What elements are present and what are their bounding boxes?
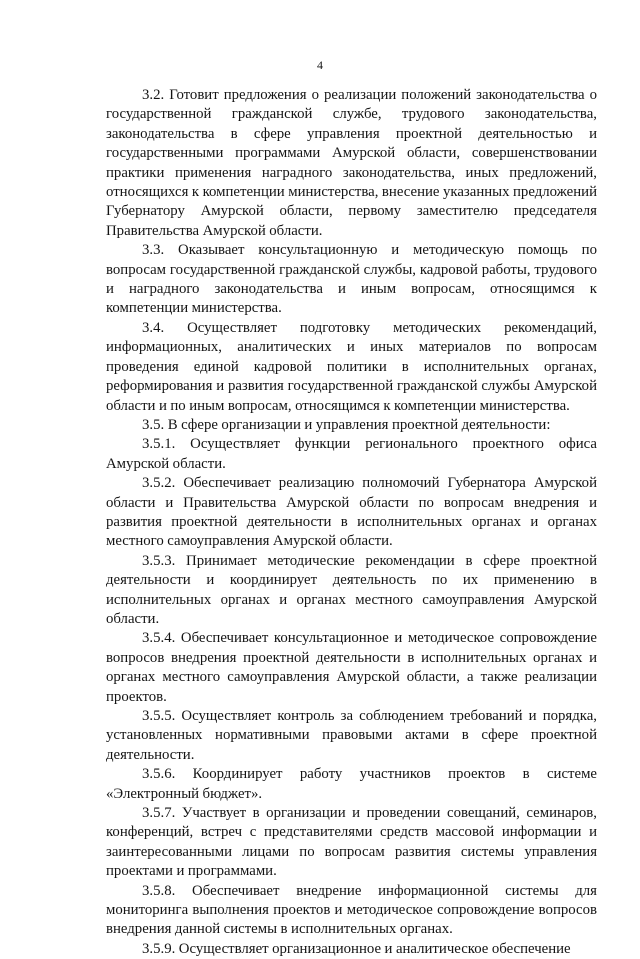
page-number: 4 [317,58,323,72]
paragraph-3-2: 3.2. Готовит предложения о реализации положений законодательства о государственной гражданской службе, трудового законодательства, законодательства в сфере управления проектной деятельностью и государственными программами Амурской области, совершенствовании практики применения наградного законодательства, иных предложений, относящихся к компетенции министерства, внесение указанных предложений Губернатору Амурской области, первому заместителю председателя Правительства Амурской области. [106,87,597,239]
paragraph-3-4: 3.4. Осуществляет подготовку методических рекомендаций, информационных, аналитических и иных материалов по вопросам проведения единой кадровой политики в исполнительных органах, реформирования и развития государственной гражданской службы Амурской области и по иным вопросам, относящимся к компетенции министерства. [106,319,597,414]
paragraph-3-5-2: 3.5.2. Обеспечивает реализацию полномочий Губернатора Амурской области и Правительства Амурской области по вопросам внедрения и развития проектной деятельности в исполнительных органах и органах местного самоуправления Амурской области. [106,475,597,550]
paragraph-3-5-6: 3.5.6. Координирует работу участников проектов в системе «Электронный бюджет». [106,766,597,802]
paragraph-3-5-8: 3.5.8. Обеспечивает внедрение информационной системы для мониторинга выполнения проектов и методическое сопровождение вопросов внедрения данной системы в исполнительных органах. [106,882,597,938]
paragraph-3-3: 3.3. Оказывает консультационную и методическую помощь по вопросам государственной гражданской службы, кадровой работы, трудового и наградного законодательства и иным вопросам, относящимся к компетенции министерства. [106,242,597,317]
paragraph-3-5-4: 3.5.4. Обеспечивает консультационное и методическое сопровождение вопросов внедрения проектной деятельности в исполнительных органах и органах местного самоуправления Амурской области, а также реализации проектов. [106,630,597,705]
paragraph-3-5-9: 3.5.9. Осуществляет организационное и аналитическое обеспечение [142,940,571,957]
paragraph-3-5-7: 3.5.7. Участвует в организации и проведении совещаний, семинаров, конференций, встреч с представителями средств массовой информации и заинтересованными лицами по вопросам развития системы управления проектами и программами. [106,805,597,880]
paragraph-3-5-1: 3.5.1. Осуществляет функции регионального проектного офиса Амурской области. [106,436,597,472]
paragraph-3-5-5: 3.5.5. Осуществляет контроль за соблюдением требований и порядка, установленных нормативными правовыми актами в сфере проектной деятельности. [106,708,597,763]
paragraph-3-5-3: 3.5.3. Принимает методические рекомендации в сфере проектной деятельности и координирует деятельность по их применению в исполнительных органах и органах местного самоуправления Амурской области. [106,552,597,627]
document-body [106,86,597,959]
paragraph-3-5: 3.5. В сфере организации и управления проектной деятельности: [142,416,551,433]
